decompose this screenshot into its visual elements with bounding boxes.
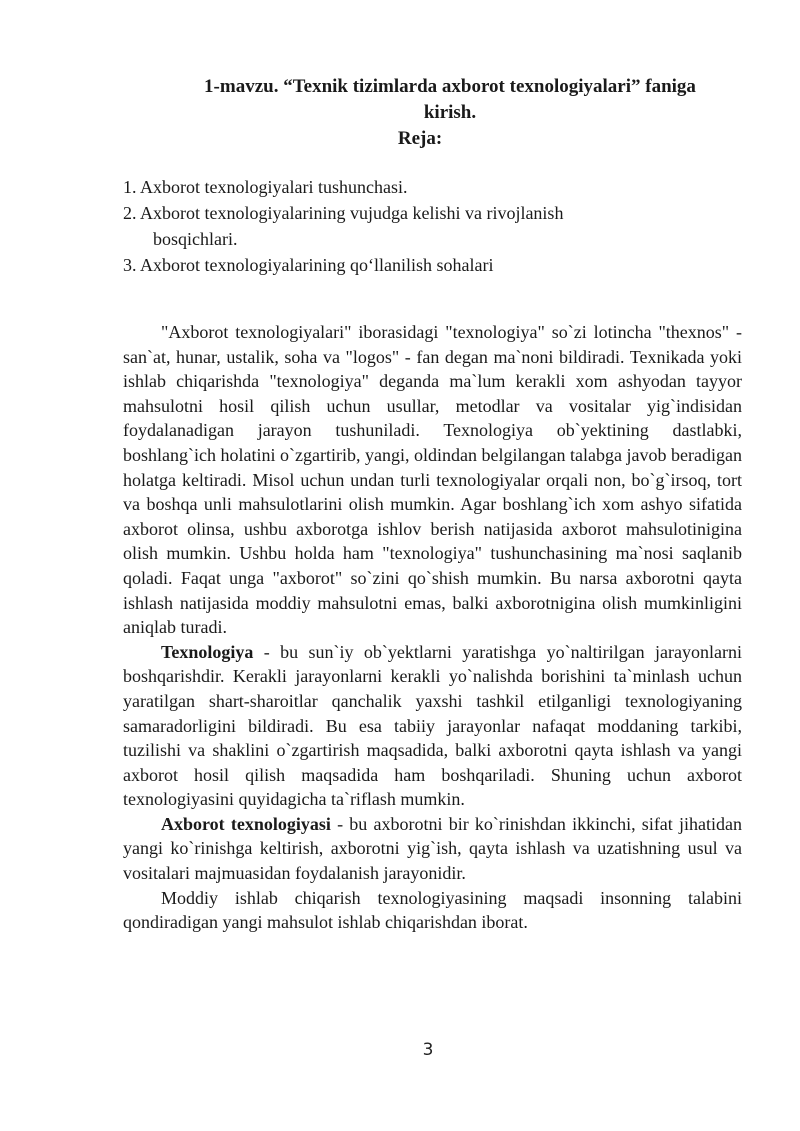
paragraph-text: - bu axborotni bir ko`rinishdan ikkinchi, sifat jihatidan yangi ko`rinishga keltirish, axborotni yig`ish, qayta ishlash va uzatishning usul va vositalari majmuasidan foydalanish jarayonidir. — [123, 813, 742, 884]
plan-item — [123, 252, 683, 278]
paragraph — [123, 640, 742, 812]
plan-list — [123, 174, 683, 278]
plan-item — [123, 174, 683, 200]
title-line-2: kirish. — [423, 102, 477, 123]
paragraph — [123, 886, 742, 935]
plan-item-text: 2. Axborot texnologiyalarining vujudga kelishi va rivojlanish — [123, 203, 564, 223]
paragraph — [123, 320, 742, 640]
page-number: 3 — [422, 1040, 434, 1060]
plan-item-text: 3. Axborot texnologiyalarining qo‘llanilish sohalari — [123, 255, 494, 275]
plan-heading: Reja: — [397, 128, 443, 149]
paragraph — [123, 812, 742, 886]
paragraph-text: "Axborot texnologiyalari" iborasidagi "texnologiya" so`zi lotincha "thexnos" - san`at, hunar, ustalik, soha va "logos" - fan degan ma`noni bildiradi. Texnikada yoki ishlab chiqarishda "texnologiya" deganda ma`lum kerakli xom ashyodan tayyor mahsulotni hosil qilish uchun usullar, metodlar va vositalar yig`indisidan foydalanadigan jarayon tushuniladi. Texnologiya ob`yektining dastlabki, boshlang`ich holatini o`zgartirib, yangi, oldindan belgilangan talabga javob beradigan holatga keltiradi. Misol uchun undan turli texnologiyalar orqali non, bo`g`irsoq, tort va boshqa unli mahsulotlarini olish mumkin. Agar boshlang`ich xom ashyo sifatida axborot olinsa, ushbu axborotga ishlov berish natijasida axborot mahsulotinigina olish mumkin. Ushbu holda ham "texnologiya" tushunchasining ma`nosi saqlanib qoladi. Faqat unga "axborot" so`zini qo`shish mumkin. Bu narsa axborotni qayta ishlash natijasida moddiy mahsulotni emas, balki axborotnigina olish mumkinligini aniqlab turadi. — [123, 322, 742, 638]
plan-item — [123, 200, 683, 252]
paragraph-text: Moddiy ishlab chiqarish texnologiyasining maqsadi insonning talabini qondiradigan yangi mahsulot ishlab chiqarishdan iborat. — [123, 887, 742, 933]
plan-item-continuation: bosqichlari. — [153, 229, 238, 249]
plan-item-text: 1. Axborot texnologiyalari tushunchasi. — [123, 177, 408, 197]
term-bold: Axborot texnologiyasi — [161, 813, 331, 834]
page-title — [120, 74, 780, 126]
term-bold: Texnologiya — [161, 641, 254, 662]
paragraph-text: - bu sun`iy ob`yektlarni yaratishga yo`naltirilgan jarayonlarni boshqarishdir. Kerakli jarayonlarni kerakli yo`nalishda borishini ta`minlash uchun yaratilgan shart-sharoitlar qanchalik yaxshi tashkil etilganligi texnologiyaning samaradorligini bildiradi. Bu esa tabiiy jarayonlar nafaqat moddaning tarkibi, tuzilishi va shaklini o`zgartirish maqsadida, balki axborotni qayta ishlash va yangi axborot hosil qilish maqsadida ham boshqariladi. Shuning uchun axborot texnologiyasini quyidagicha ta`riflash mumkin. — [123, 641, 742, 810]
body-text — [123, 320, 742, 935]
title-line-1: 1-mavzu. “Texnik tizimlarda axborot texnologiyalari” faniga — [204, 76, 696, 97]
